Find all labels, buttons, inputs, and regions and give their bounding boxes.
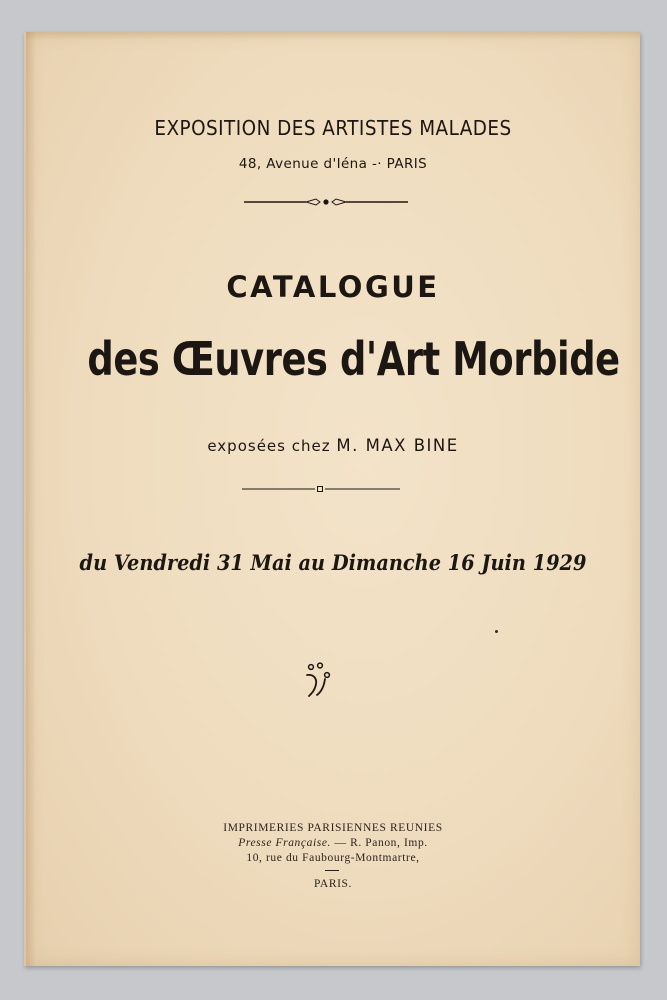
square-rule-icon bbox=[242, 484, 400, 494]
ornamental-rule-icon bbox=[244, 196, 408, 208]
exhibitor-name: M. MAX BINE bbox=[336, 436, 459, 455]
exhibition-dates: du Vendredi 31 Mai au Dimanche 16 Juin 1929 bbox=[79, 550, 587, 575]
printer-city: PARIS. bbox=[313, 878, 353, 890]
catalogue-cover bbox=[24, 32, 640, 966]
printer-address: 10, rue du Faubourg-Montmartre, bbox=[246, 852, 420, 864]
exhibited-by-prefix: exposées chez bbox=[207, 437, 331, 455]
exhibition-address: 48, Avenue d'Iéna -· PARIS bbox=[238, 156, 428, 172]
printer-name: IMPRIMERIES PARISIENNES REUNIES bbox=[223, 822, 443, 834]
printer-imprint: — R. Panon, Imp. bbox=[331, 837, 428, 849]
printer-press: Presse Française. bbox=[238, 837, 332, 849]
printer-divider bbox=[325, 870, 339, 871]
fleuron-icon bbox=[300, 662, 336, 698]
printer-details bbox=[26, 837, 640, 849]
exhibition-title: EXPOSITION DES ARTISTES MALADES bbox=[154, 116, 512, 140]
exhibited-by bbox=[26, 436, 640, 455]
catalogue-subtitle: des Œuvres d'Art Morbide bbox=[87, 332, 620, 386]
ink-speck bbox=[495, 630, 498, 633]
catalogue-heading: CATALOGUE bbox=[226, 270, 440, 304]
